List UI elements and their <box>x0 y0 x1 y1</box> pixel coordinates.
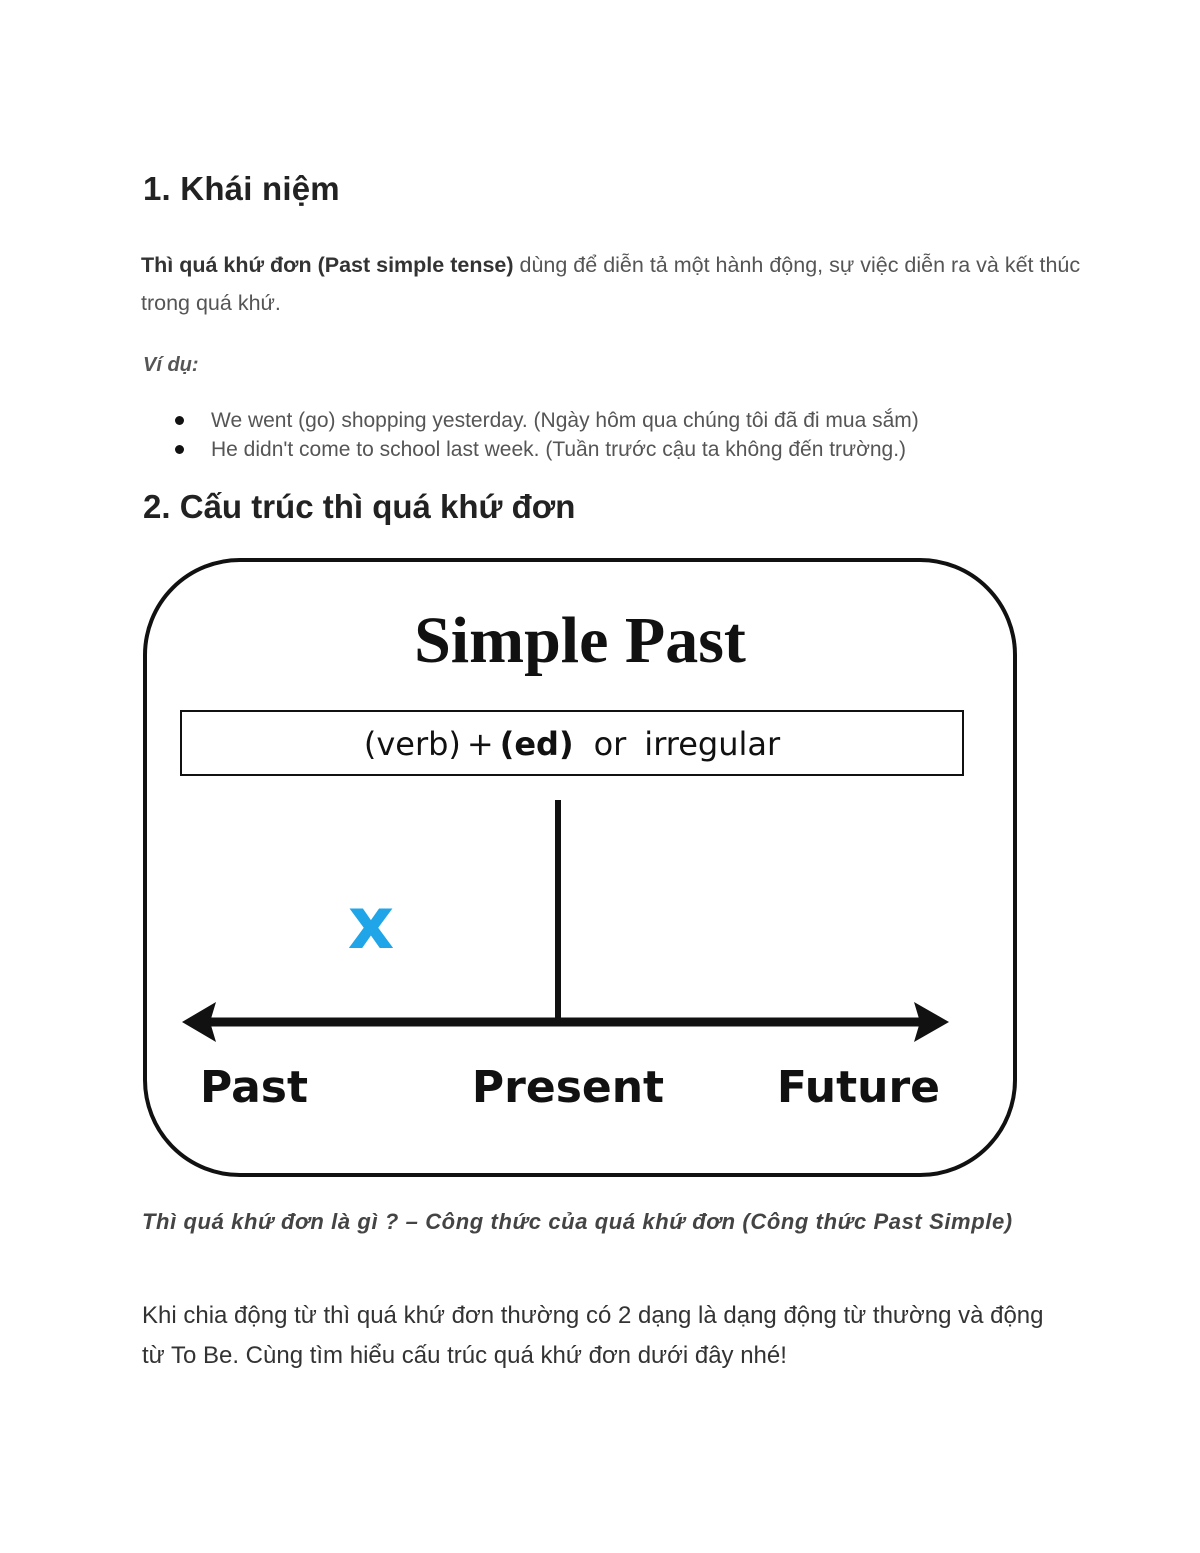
list-item <box>143 435 919 464</box>
section-2-heading: 2. Cấu trúc thì quá khứ đơn <box>143 488 576 525</box>
bullet-icon <box>175 416 184 425</box>
example-list <box>143 406 919 464</box>
formula-irregular: irregular <box>644 725 781 763</box>
diagram-caption: Thì quá khứ đơn là gì ? – Công thức của quá khứ đơn (Công thức Past Simple) <box>142 1209 1013 1234</box>
past-event-marker: x <box>347 881 395 965</box>
formula-text <box>364 725 781 763</box>
diagram-title: Simple Past <box>414 604 746 677</box>
definition-text: dùng để diễn tả một hành động, sự việc diễn ra và kết thúc trong quá khứ. <box>141 253 1081 315</box>
label-past: Past <box>200 1062 308 1113</box>
label-present: Present <box>471 1062 665 1113</box>
formula-verb: (verb) <box>363 725 461 763</box>
section-1-heading: 1. Khái niệm <box>143 170 340 207</box>
formula-plus: + <box>466 725 494 763</box>
example-label: Ví dụ: <box>143 354 199 376</box>
simple-past-diagram <box>140 554 1020 1184</box>
bullet-icon <box>175 445 184 454</box>
definition-term: Thì quá khứ đơn (Past simple tense) <box>141 253 514 277</box>
label-future: Future <box>776 1062 940 1113</box>
formula-or: or <box>593 725 627 763</box>
structure-intro-paragraph: Khi chia động từ thì quá khứ đơn thường có 2 dạng là dạng động từ thường và động từ To Be. Cùng tìm hiểu cấu trúc quá khứ đơn dưới đây nhé! <box>142 1302 1044 1369</box>
example-text: We went (go) shopping yesterday. (Ngày hôm qua chúng tôi đã đi mua sắm) <box>211 409 919 432</box>
list-item <box>143 406 919 435</box>
definition-paragraph <box>141 246 1081 322</box>
formula-ed: (ed) <box>499 725 574 763</box>
example-text: He didn't come to school last week. (Tuần trước cậu ta không đến trường.) <box>211 438 907 461</box>
